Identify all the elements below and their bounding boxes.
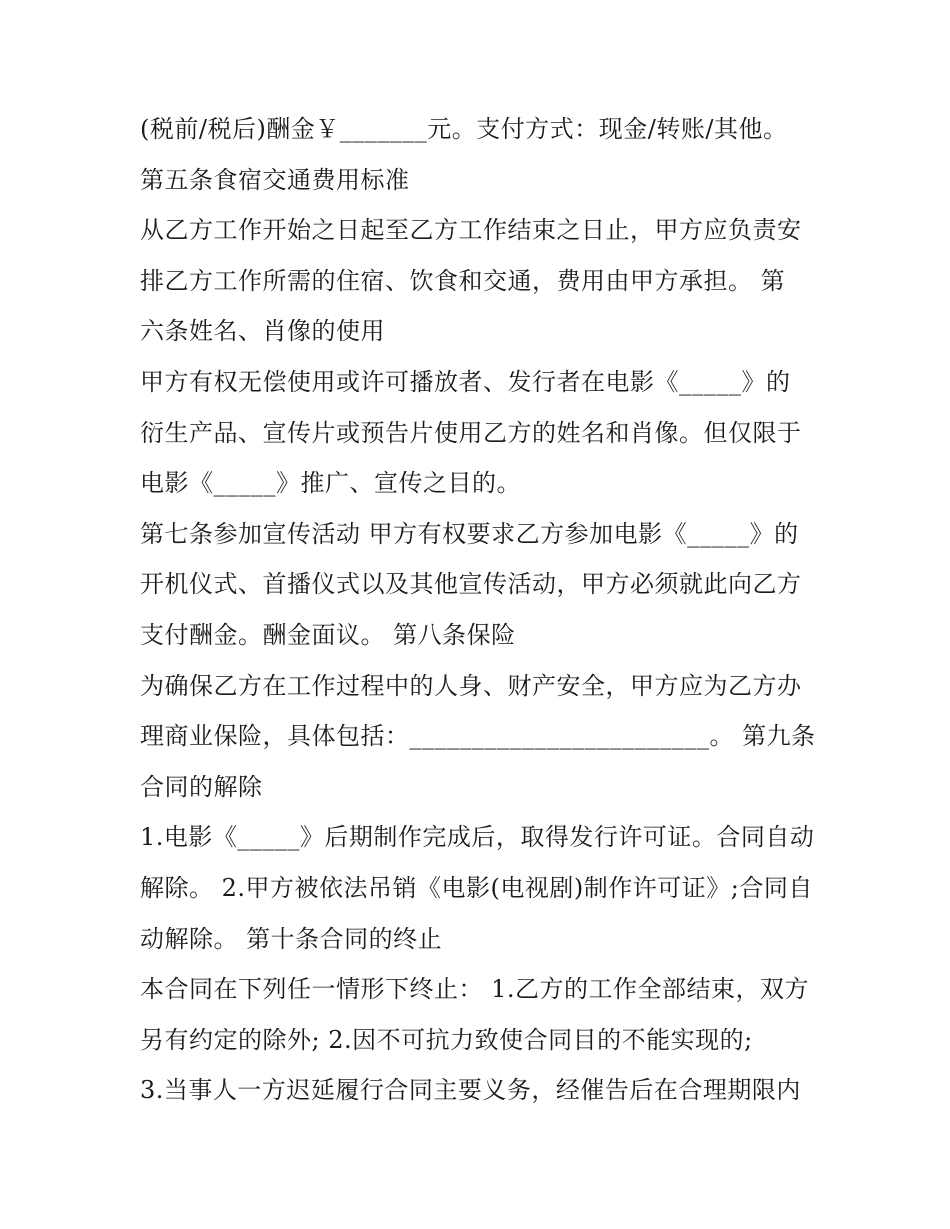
text-line: 第七条参加宣传活动 甲方有权要求乙方参加电影《_____》的 (140, 519, 799, 548)
text-line: 开机仪式、首播仪式以及其他宣传活动，甲方必须就此向乙方 (140, 570, 802, 599)
section-heading-5: 第五条食宿交通费用标准 (140, 165, 410, 194)
text-line: 另有约定的除外; 2.因不可抗力致使合同目的不能实现的; (140, 1025, 753, 1054)
text-line: 支付酬金。酬金面议。 第八条保险 (140, 620, 516, 649)
text-line: 排乙方工作所需的住宿、饮食和交通，费用由甲方承担。 第 (140, 266, 786, 295)
text-line: 从乙方工作开始之日起至乙方工作结束之日止，甲方应负责安 (140, 216, 802, 245)
text-line: 电影《_____》推广、宣传之目的。 (140, 469, 521, 498)
text-line: 动解除。 第十条合同的终止 (140, 924, 443, 953)
text-line: 1.电影《_____》后期制作完成后，取得发行许可证。合同自动 (140, 823, 815, 852)
text-line: 甲方有权无偿使用或许可播放者、发行者在电影《_____》的 (140, 367, 791, 396)
text-line: 解除。 2.甲方被依法吊销《电影(电视剧)制作许可证》;合同自 (140, 873, 813, 902)
document-body (140, 104, 820, 1116)
text-line: 合同的解除 (140, 772, 263, 801)
text-line: 3.当事人一方迟延履行合同主要义务，经催告后在合理期限内 (140, 1076, 801, 1105)
text-line: (税前/税后)酬金￥_______元。支付方式：现金/转账/其他。 (140, 115, 788, 143)
text-line: 为确保乙方在工作过程中的人身、财产安全，甲方应为乙方办 (140, 671, 802, 700)
text-line: 六条姓名、肖像的使用 (140, 317, 385, 346)
text-line: 本合同在下列任一情形下终止： 1.乙方的工作全部结束，双方 (140, 975, 810, 1004)
text-line: 衍生产品、宣传片或预告片使用乙方的姓名和肖像。但仅限于 (140, 418, 802, 447)
text-line: 理商业保险，具体包括：________________________。 第九条 (140, 722, 816, 751)
